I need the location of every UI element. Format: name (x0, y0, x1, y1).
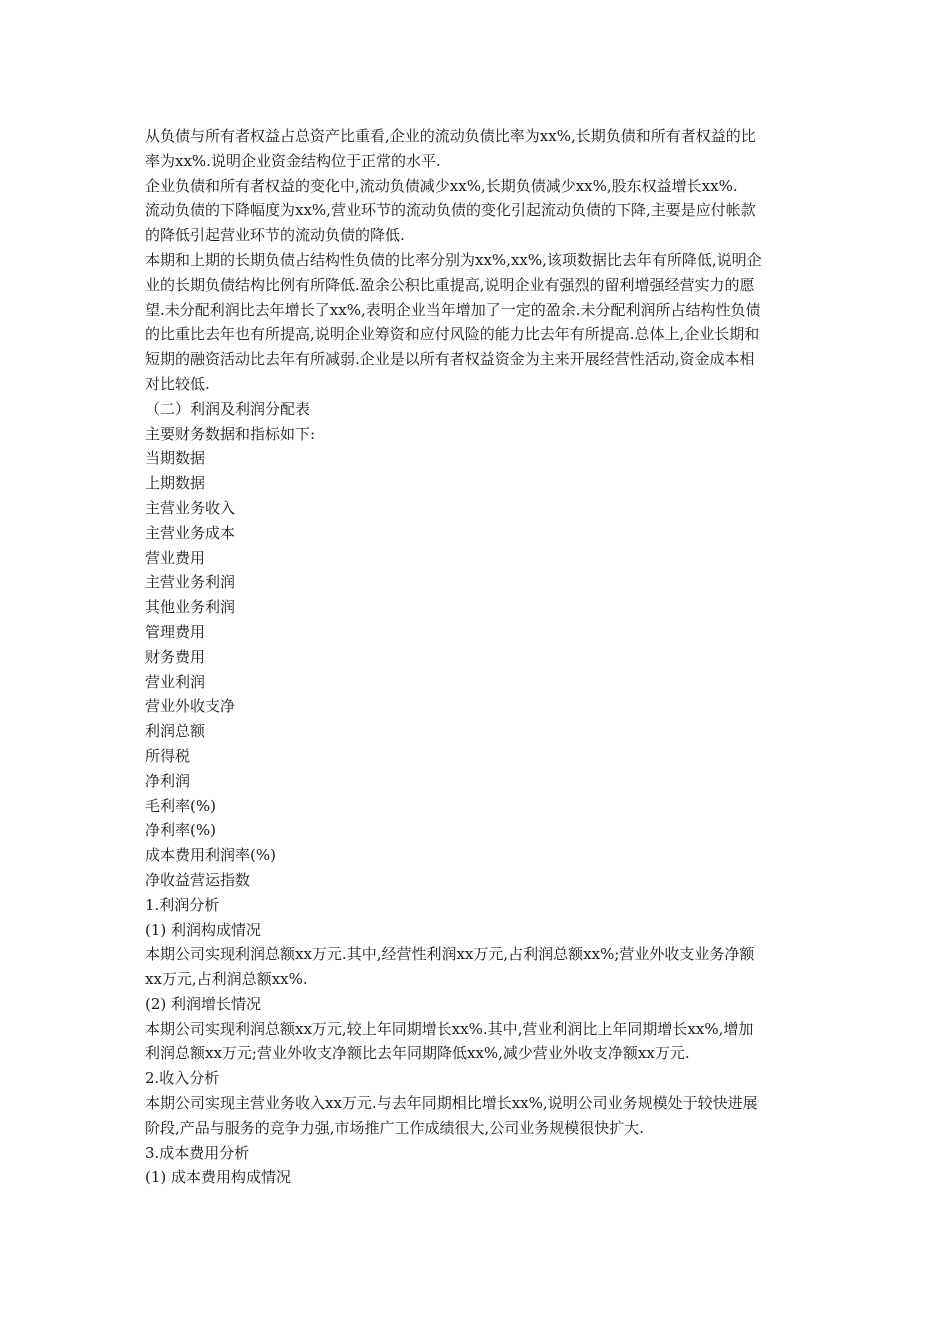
text-line: 主营业务成本 (145, 523, 236, 542)
text-line: 上期数据 (145, 474, 206, 493)
text-line: 流动负债的下降幅度为xx%,营业环节的流动负债的变化引起流动负债的下降,主要是应付帐款 (145, 201, 756, 220)
text-line: 3.成本费用分析 (145, 1143, 250, 1162)
text-line: 的降低引起营业环节的流动负债的降低. (145, 226, 405, 245)
text-line: 本期公司实现利润总额xx万元.其中,经营性利润xx万元,占利润总额xx%;营业外收支业务净额 (145, 945, 755, 964)
text-line: 本期公司实现利润总额xx万元,较上年同期增长xx%.其中,营业利润比上年同期增长xx%,增加 (145, 1019, 754, 1038)
text-line: 对比较低. (145, 374, 210, 393)
text-line: 阶段,产品与服务的竞争力强,市场推广工作成绩很大,公司业务规模很快扩大. (145, 1118, 645, 1137)
document-body (145, 124, 810, 1190)
text-line: 本期公司实现主营业务收入xx万元.与去年同期相比增长xx%,说明公司业务规模处于较快进展 (145, 1094, 758, 1113)
text-line: 主要财务数据和指标如下: (145, 424, 316, 443)
text-line: 利润总额xx万元;营业外收支净额比去年同期降低xx%,减少营业外收支净额xx万元. (145, 1044, 690, 1063)
text-line: 营业外收支净 (145, 697, 236, 716)
text-line: 所得税 (145, 746, 191, 765)
text-line: 主营业务收入 (145, 498, 236, 517)
text-line: 营业费用 (145, 548, 206, 567)
text-line: (1) 成本费用构成情况 (145, 1168, 292, 1187)
text-line: 望.未分配利润比去年增长了xx%,表明企业当年增加了一定的盈余.未分配利润所占结构性负债 (145, 300, 761, 319)
text-line: （二）利润及利润分配表 (145, 399, 311, 418)
text-line: 财务费用 (145, 647, 206, 666)
text-line: 本期和上期的长期负债占结构性负债的比率分别为xx%,xx%,该项数据比去年有所降低,说明企 (145, 250, 762, 269)
text-line: (1) 利润构成情况 (145, 920, 262, 939)
text-line: 营业利润 (145, 672, 206, 691)
text-line: 其他业务利润 (145, 598, 236, 617)
text-line: 2.收入分析 (145, 1069, 220, 1088)
text-line: 从负债与所有者权益占总资产比重看,企业的流动负债比率为xx%,长期负债和所有者权益的比 (145, 127, 756, 145)
text-line: 利润总额 (145, 722, 206, 741)
text-line: 成本费用利润率(%) (145, 846, 276, 865)
text-line: 短期的融资活动比去年有所减弱.企业是以所有者权益资金为主来开展经营性活动,资金成本相 (145, 350, 755, 369)
text-line: 净收益营运指数 (145, 870, 251, 889)
text-line: 率为xx%.说明企业资金结构位于正常的水平. (145, 151, 441, 170)
text-line: 净利润 (145, 771, 191, 790)
text-line: 毛利率(%) (145, 796, 216, 815)
text-line: 主营业务利润 (145, 573, 236, 592)
text-line: 当期数据 (145, 449, 206, 468)
text-line: 企业负债和所有者权益的变化中,流动负债减少xx%,长期负债减少xx%,股东权益增长xx%. (145, 176, 738, 195)
text-line: 1.利润分析 (145, 895, 220, 914)
text-line: 净利率(%) (145, 821, 216, 840)
text-line: (2) 利润增长情况 (145, 994, 262, 1013)
text-line: 管理费用 (145, 622, 206, 641)
text-line: 的比重比去年也有所提高,说明企业筹资和应付风险的能力比去年有所提高.总体上,企业长期和 (145, 325, 760, 344)
text-line: xx万元,占利润总额xx%. (145, 970, 308, 989)
text-line: 业的长期负债结构比例有所降低.盈余公积比重提高,说明企业有强烈的留利增强经营实力的愿 (145, 275, 755, 294)
